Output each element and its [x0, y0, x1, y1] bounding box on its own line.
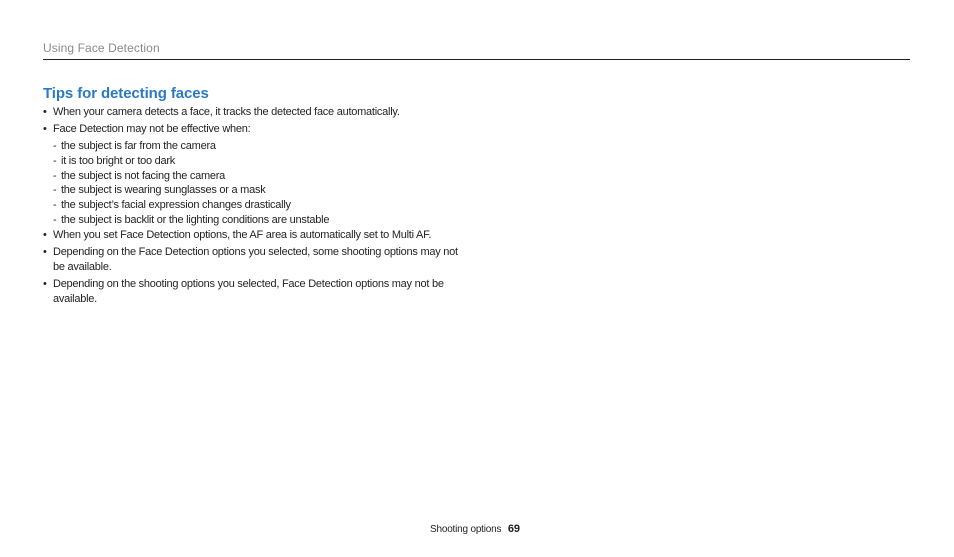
tips-list [43, 105, 463, 307]
bullet-text: When your camera detects a face, it tracks the detected face automatically. [53, 106, 400, 118]
running-header: Using Face Detection [43, 41, 160, 55]
sublist-item [43, 213, 463, 228]
bullet-icon: • [43, 123, 47, 135]
bullet-icon: • [43, 228, 47, 241]
dash-icon: - [53, 184, 57, 197]
dash-icon: - [53, 154, 57, 167]
sublist-text: the subject is far from the camera [61, 140, 216, 152]
bullet-text: Face Detection may not be effective when: [53, 123, 251, 135]
bullet-icon: • [43, 245, 47, 258]
page-footer [430, 523, 520, 535]
dash-icon: - [53, 169, 57, 182]
sublist-item [43, 169, 463, 184]
list-item [43, 105, 463, 120]
header-divider [43, 59, 910, 60]
sublist-item [43, 183, 463, 198]
sublist-text: the subject is not facing the camera [61, 169, 226, 182]
sublist-item [43, 139, 463, 154]
list-item [43, 122, 463, 137]
bullet-text: When you set Face Detection options, the AF area is automatically set to Multi AF. [53, 228, 432, 241]
conditions-sublist [43, 139, 463, 228]
dash-icon: - [53, 140, 57, 152]
dash-icon: - [53, 213, 57, 226]
sublist-text: the subject’s facial expression changes drastically [61, 199, 291, 212]
sublist-item [43, 198, 463, 213]
list-item [43, 277, 463, 307]
bullet-icon: • [43, 106, 47, 118]
dash-icon: - [53, 199, 57, 212]
sublist-item [43, 154, 463, 169]
list-item [43, 228, 463, 243]
sublist-text: the subject is wearing sunglasses or a mask [61, 184, 266, 197]
sublist-text: the subject is backlit or the lighting conditions are unstable [61, 213, 330, 226]
bullet-icon: • [43, 277, 47, 290]
page-number: 69 [507, 523, 520, 535]
bullet-text: Depending on the shooting options you selected, Face Detection options may not be available. [53, 277, 444, 305]
bullet-text: Depending on the Face Detection options you selected, some shooting options may not be available. [53, 245, 458, 273]
list-item [43, 245, 463, 275]
sublist-text: it is too bright or too dark [61, 154, 176, 167]
section-title: Tips for detecting faces [43, 85, 209, 102]
footer-label: Shooting options [430, 524, 502, 535]
